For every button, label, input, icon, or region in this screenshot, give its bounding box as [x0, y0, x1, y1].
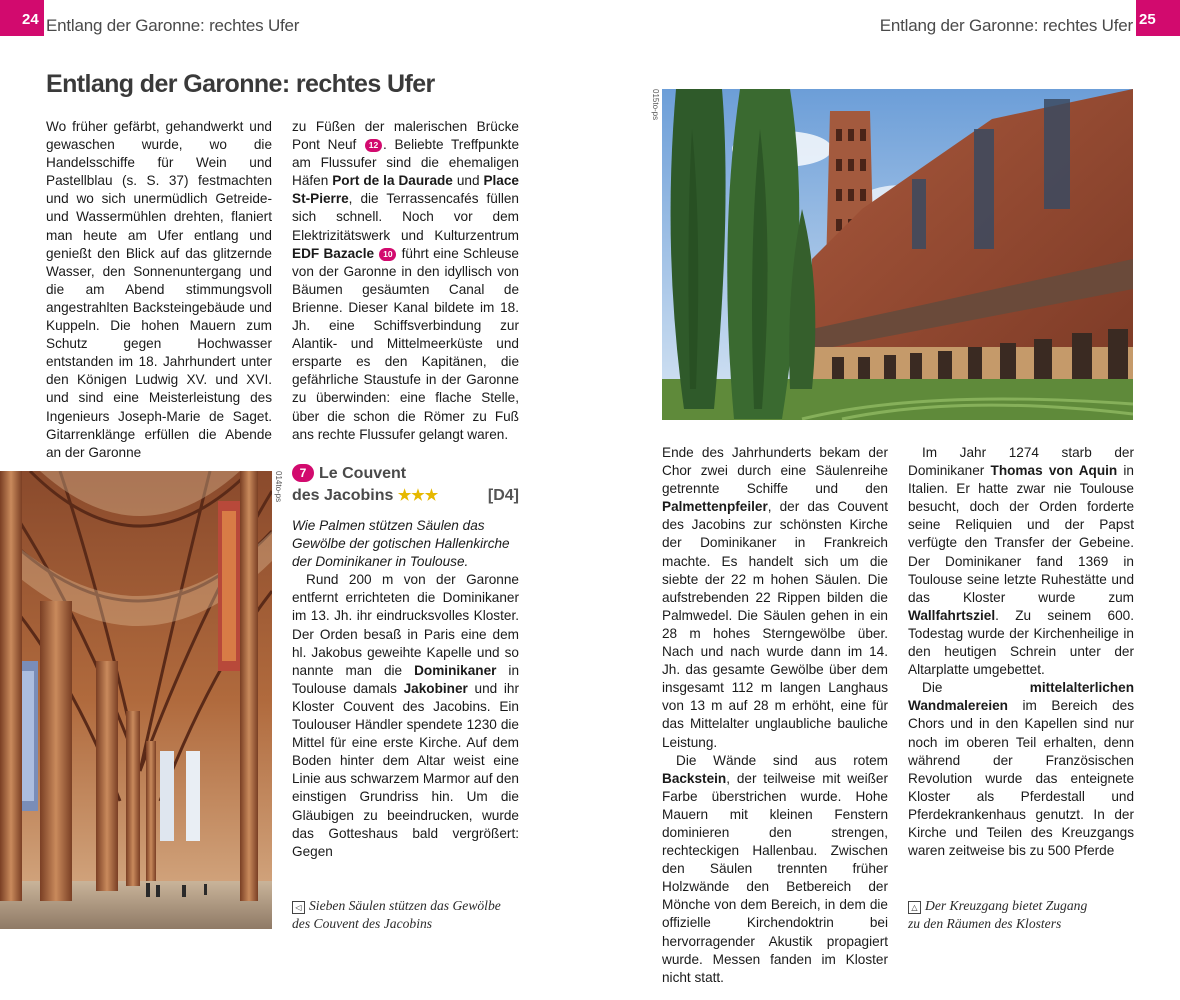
cloister-photo [662, 89, 1133, 420]
section-paragraph-1: Rund 200 m von der Garonne entfernt errichteten die Dominikaner im 13. Jh. ihr eindrucksvolles Kloster. Der Orden besaß in Paris eine dem hl. Jakobus geweihte Kapelle und so nannte man die Dominikaner in Toulouse damals Jakobiner und ihr Kloster Couvent des Jacobins. Ein Toulouser Händler spendete 1230 die Mittel für eine erste Kirche. Auf dem Boden hinter dem Altar weist eine Linie aus schwarzem Marmor auf den einstigen Grundriss hin. Um die Gläubigen zu beeindrucken, wurde das Gotteshaus bald vergrößert: Gegen [292, 572, 520, 859]
church-interior-photo [0, 471, 272, 929]
photo-credit-right: 015to-ps [651, 89, 660, 121]
intro-column-2 [292, 118, 519, 444]
running-title-left: Entlang der Garonne: rechtes Ufer [46, 16, 300, 35]
intro-paragraph-continued: zu Füßen der malerischen Brücke Pont Neuf 12 . Beliebte Treffpunkte am Flussufer sind die ehemaligen Häfen Port de la Daurade und Place St-Pierre, die Terrassencafés füllen sich schnell. Noch vor dem Elektrizitätswerk und Kulturzentrum EDF Bazacle 10 führt eine Schleuse von der Garonne in den idyllisch von Bäumen gesäumten Canal de Brienne. Dieser Kanal bildete im 18. Jh. eine Schiffsverbindung zur Alantik- und Mittelmeerküste und ersparte es den Kapitänen, die gefährliche Staustufe in der Garonne zu überwinden: eine flache Stelle, über die schon die Römer zu Fuß ans rechte Flussufer gelangt waren. [292, 119, 519, 442]
map-grid-reference: [D4] [487, 487, 519, 504]
section-column-left [292, 517, 519, 861]
section-title-line1: Le Couvent [319, 465, 407, 482]
right-paragraph-2: Die Wände sind aus rotem Backstein, der teilweise mit weißer Farbe überstrichen wurde. Hohe Mauern mit kleinen Fenstern dominieren den strengen, rechteckigen Hallenbau. Zwischen den Säulen trennten früher Holzwände den Betbereich der Mönche von dem Bereich, in dem die offizielle Kirchendoktrin bei hervorragender Akustik propagiert wurde. Messen fanden im Kloster nicht statt. [662, 752, 888, 985]
running-title-right: Entlang der Garonne: rechtes Ufer [879, 16, 1133, 35]
map-marker-bazacle[interactable]: 10 [379, 248, 396, 261]
section-lead: Wie Palmen stützen Säulen das Gewölbe der gotischen Hallenkirche der Dominikaner in Toulouse. [292, 518, 510, 570]
rating-stars: ★★★ [397, 487, 439, 504]
section-title-line2: des Jacobins [292, 487, 394, 504]
right-column-1 [662, 444, 888, 987]
photo-credit-left: 014to-ps [274, 471, 283, 503]
intro-column-1 [46, 118, 272, 462]
right-paragraph-1: Ende des Jahrhunderts bekam der Chor zwei durch eine Säulenreihe getrennte Schiffe und den Palmettenpfeiler, der das Couvent des Jacobins zur schönsten Kirche der Dominikaner in Frankreich machte. Es handelt sich um die siebte der 22 m hohen Säulen. Die aufstrebenden 22 Rippen bilden die Palmwedel. Die Säulen gehen in ein 28 m hohes Sterngewölbe über. Nach und nach wurde dann im 14. Jh. das gesamte Gewölbe über dem insgesamt 112 m langen Langhaus von 13 m auf 28 m erhöht, eine für das Mittelalter unglaubliche bauliche Leistung. [662, 445, 888, 750]
caption-left: ◁ Sieben Säulen stützen das Gewölbe des Couvent des Jacobins [292, 898, 501, 931]
intro-paragraph: Wo früher gefärbt, gehandwerkt und gewaschen wurde, wo die Handelsschiffe für Wein und Pastellblau (s. S. 37) festmachten und wo sich unermüdlich Getreide- und Wassermühlen drehten, flaniert man heute am Ufer entlang und genießt den Blick auf das glitzernde Wasser, den Sonnenuntergang und die am Abend stimmungsvoll angestrahlten Backsteingebäude und Kuppeln. Die hohen Mauern zum Schutz gegen Hochwasser entstanden im 18. Jahrhundert unter den Königen Ludwig XV. und XVI. und sind eine Meisterleistung des Ingenieurs Joseph-Marie de Saget. Gitarrenklänge erfüllen die Abende an der Garonne [46, 119, 272, 460]
caption-right: △ Der Kreuzgang bietet Zugang zu den Räumen des Klosters [908, 898, 1088, 931]
left-arrow-icon: ◁ [292, 901, 305, 914]
cloister-image [662, 89, 1133, 420]
page-number-left: 24 [0, 0, 44, 36]
section-heading [292, 463, 519, 507]
right-column-2 [908, 444, 1134, 860]
up-arrow-icon: △ [908, 901, 921, 914]
right-paragraph-3: Im Jahr 1274 starb der Dominikaner Thomas von Aquin in Italien. Er hatte zwar nie Toulouse besucht, doch der Orden forderte seine Reliquien und der Papst verfügte den Transfer der Gebeine. Der Dominikaner fand 1369 in Toulouse seine letzte Ruhestätte und das Kloster wurde zum Wallfahrtsziel. Zu seinem 600. Todestag wurde der Kirchenheilige in den heutigen Schrein unter der Altarplatte umgebettet. [908, 445, 1134, 678]
right-paragraph-4: Die mittelalterlichen Wandmalereien im Bereich des Chors und in den Kapellen sind nur noch im oberen Teil erhalten, denn während der Französischen Revolution wurde das enteignete Kloster als Pferdestall und Pferdekrankenhaus genutzt. In der Kirche und Teilen des Kreuzgangs waren zeitweise bis zu 500 Pferde [908, 680, 1134, 859]
section-number-badge: 7 [292, 464, 314, 482]
page-title: Entlang der Garonne: rechtes Ufer [46, 70, 435, 98]
map-marker-pont-neuf[interactable]: 12 [365, 139, 382, 152]
church-interior-image [0, 471, 272, 929]
page-number-right: 25 [1136, 0, 1180, 36]
